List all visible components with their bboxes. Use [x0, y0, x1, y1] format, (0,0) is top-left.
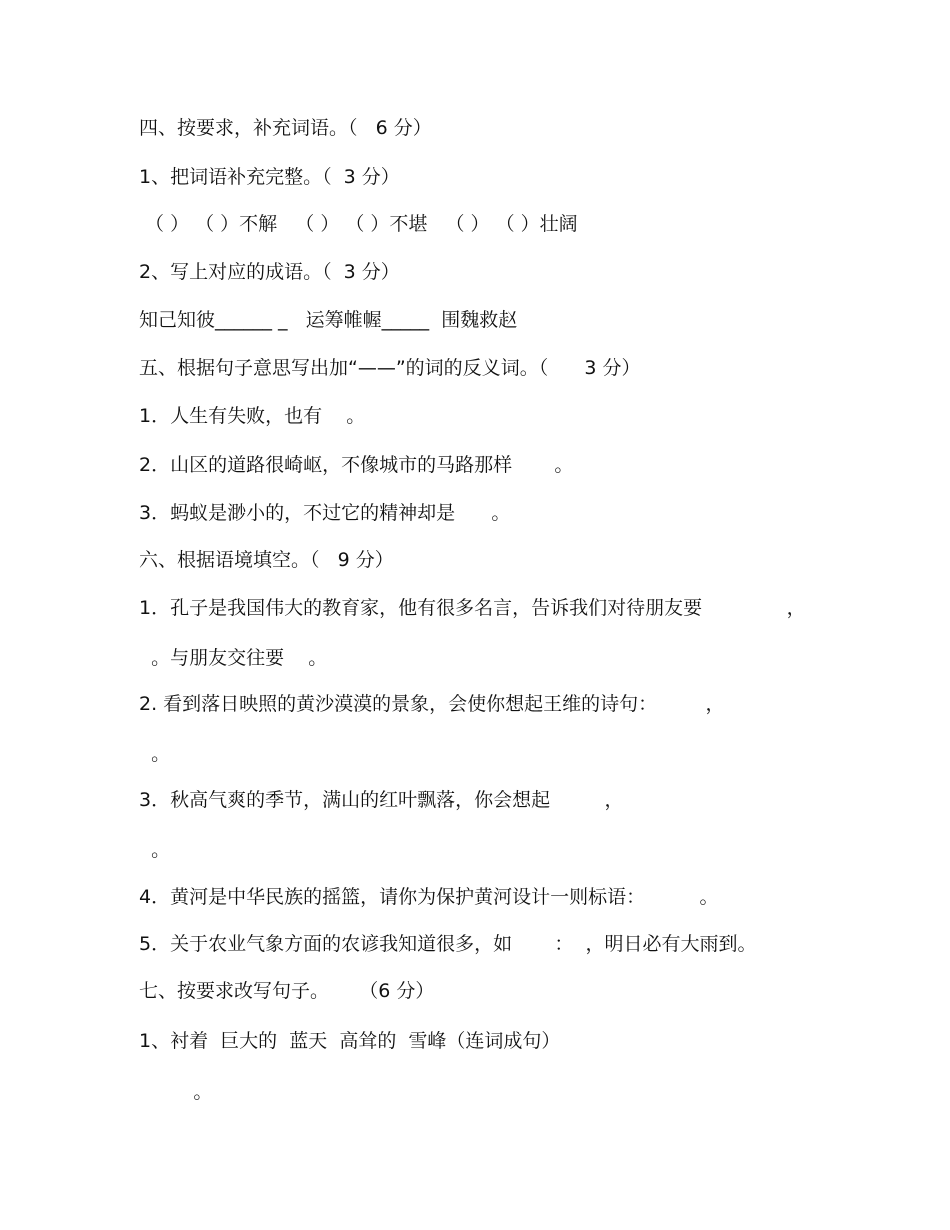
question-6-1: 1．孔子是我国伟大的教育家，他有很多名言，告诉我们对待朋友要 ，	[139, 597, 806, 619]
section-6-heading: 六、根据语境填空。（ 9 分）	[139, 549, 394, 571]
question-6-5: 5．关于农业气象方面的农谚我知道很多，如 ： ，明日必有大雨到。	[139, 933, 757, 955]
question-4-1: 1、把词语补充完整。（ 3 分）	[139, 166, 400, 188]
question-6-2-cont: 。	[139, 743, 171, 765]
question-6-3: 3．秋高气爽的季节，满山的红叶飘落，你会想起 ，	[139, 789, 624, 811]
question-5-3: 3．蚂蚁是渺小的，不过它的精神却是 。	[139, 502, 511, 524]
section-5-heading: 五、根据句子意思写出加“——”的词的反义词。（ 3 分）	[139, 357, 641, 379]
question-6-1-cont: 。与朋友交往要 。	[139, 647, 328, 669]
section-4-heading: 四、按要求，补充词语。（ 6 分）	[139, 117, 432, 139]
question-5-2: 2．山区的道路很崎岖，不像城市的马路那样 。	[139, 454, 574, 476]
question-4-1-blanks: （ ） （ ）不解 （ ） （ ）不堪 （ ） （ ）壮阔	[139, 213, 578, 235]
question-6-2: 2. 看到落日映照的黄沙漠漠的景象，会使你想起王维的诗句： ，	[139, 693, 725, 715]
question-6-4: 4．黄河是中华民族的摇篮，请你为保护黄河设计一则标语： 。	[139, 886, 719, 908]
question-4-2: 2、写上对应的成语。（ 3 分）	[139, 261, 400, 283]
question-7-1: 1、衬着 巨大的 蓝天 高耸的 雪峰（连词成句）	[139, 1030, 561, 1052]
section-7-heading: 七、按要求改写句子。 （6 分）	[139, 980, 435, 1002]
question-6-3-cont: 。	[139, 839, 171, 861]
question-5-1: 1．人生有失败，也有 。	[139, 405, 366, 427]
question-4-2-idioms: 知己知彼______ _ 运筹帷幄_____ 围魏救赵	[139, 309, 518, 331]
question-7-1-answer: 。	[139, 1081, 213, 1103]
